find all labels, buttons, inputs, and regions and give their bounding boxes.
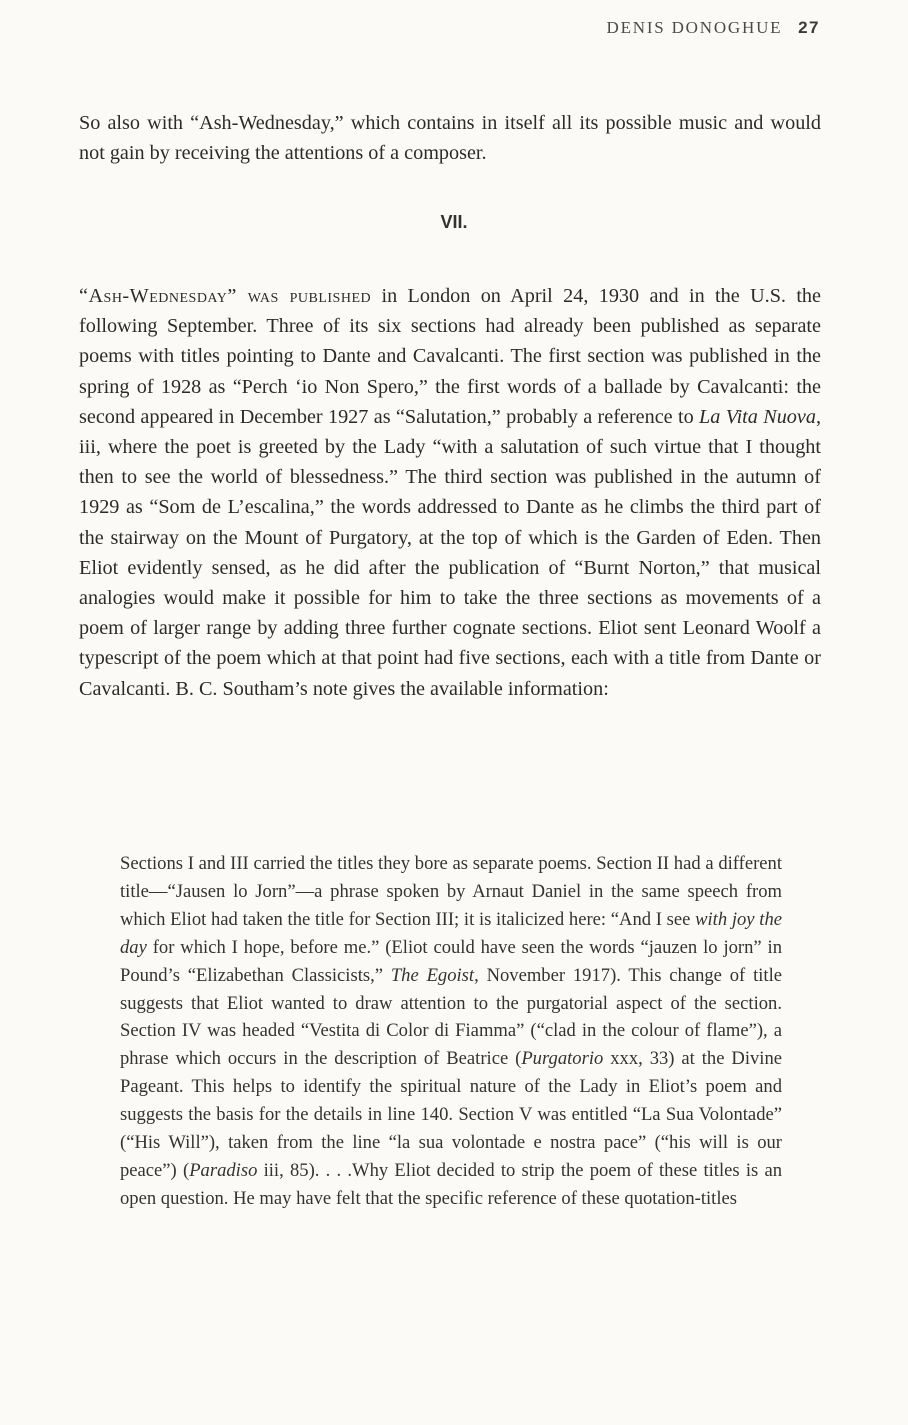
paragraph-lead-in: “Ash-Wednesday” was published <box>79 285 372 307</box>
block-quote <box>120 850 782 1213</box>
intro-paragraph: So also with “Ash-Wednesday,” which contains in itself all its possible music and would not gain by receiving the attentions of a composer. <box>79 112 821 165</box>
quote-text: xxx, 33) at the Divine Pageant. This helps to identify the spiritual nature of the Lady in Eliot’s poem and suggests the basis for the details in line 140. Section V was entitled “La Sua Volontade” (“His Will”), taken from the line “la sua volontade e nostra pace” (“his will is our peace”) ( <box>120 1048 782 1181</box>
paragraph-text: , iii, where the poet is greeted by the Lady “with a salutation of such virtue that I thought then to see the world of blessedness.” The third section was published in the autumn of 1929 as “Som de L’escalina,” the words addressed to Dante as he climbs the third part of the stairway on the Mount of Purgatory, at the top of which is the Garden of Eden. Then Eliot evidently sensed, as he did after the publication of “Burnt Norton,” that musical analogies would make it possible for him to take the three sections as movements of a poem of larger range by adding three further cognate sections. Eliot sent Leonard Woolf a typescript of the poem which at that point had five sections, each with a title from Dante or Cavalcanti. B. C. Southam’s note gives the available information: <box>79 405 821 700</box>
main-paragraph <box>79 281 821 704</box>
quote-italic: Purgatorio <box>521 1048 604 1070</box>
paragraph-text: in London on April 24, 1930 and in the U.S. the following September. Three of its six sections had already been published as separate poems with titles pointing to Dante and Cavalcanti. The first section was published in the spring of 1928 as “Perch ‘io Non Spero,” the first words of a ballade by Cavalcanti: the second appeared in December 1927 as “Salutation,” probably a reference to <box>79 285 821 428</box>
quote-italic: The Egoist <box>390 964 475 986</box>
quote-text: Sections I and III carried the titles they bore as separate poems. Section II had a different title—“Jausen lo Jorn”—a phrase spoken by Arnaut Daniel in the same speech from which Eliot had taken the title for Section III; it is italicized here: “And I see <box>120 853 782 930</box>
quote-text: for which I hope, before me.” (Eliot could have seen the words “jauzen lo jorn” in Pound’s “Elizabethan Classicists,” <box>120 936 782 986</box>
quote-text: iii, 85). . . .Why Eliot decided to strip the poem of these titles is an open question. He may have felt that the specific reference of these quotation-titles <box>120 1159 783 1209</box>
quote-text: , November 1917). This change of title suggests that Eliot wanted to draw attention to the purgatorial aspect of the section. Section IV was headed “Vestita di Color di Fiamma” (“clad in the colour of flame”), a phrase which occurs in the description of Beatrice ( <box>120 964 782 1070</box>
quote-italic: with joy the day <box>120 908 782 958</box>
italic-title: La Vita Nuova <box>699 405 816 428</box>
running-header-author: DENIS DONOGHUE <box>606 18 783 37</box>
running-header <box>607 18 821 38</box>
section-heading: VII. <box>440 212 468 232</box>
page-number: 27 <box>798 18 820 37</box>
quote-italic: Paradiso <box>189 1159 258 1181</box>
